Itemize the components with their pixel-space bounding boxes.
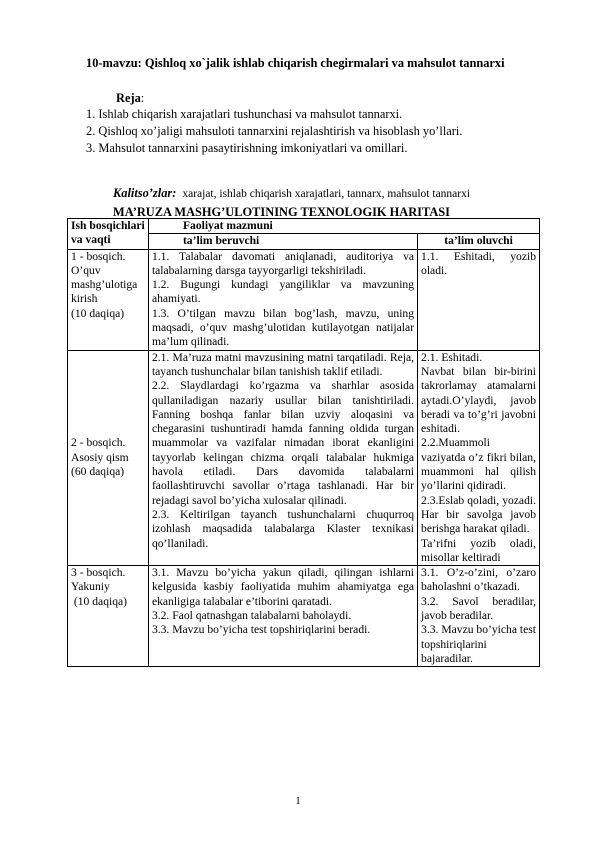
stage-line: (10 daqiqa) [71,306,125,320]
student-item: 2.3.Eslab qoladi, yozadi. Har bir savolga javob berishga harakat qiladi. [421,493,536,536]
plan-label-text: Reja [116,91,141,105]
teacher-item: 3.1. Mavzu bo’yicha yakun qiladi, qilingan ishlarni kelgusida kasbiy faoliyatida muhim ahamiyatga ega ekanligiga talabalar e’tiborini qaratadi. [151,566,415,608]
keywords-text: xarajat, ishlab chiqarish xarajatlari, tannarx, mahsulot tannarxi [182,188,471,200]
table-row [68,350,540,565]
student-item: Navbat bilan bir-birini takrorlamay atamalarni aytadi.O’ylaydi, javob beradi va to’g’ri javobni eshitadi. [421,364,536,436]
topic-title: 10-mavzu: Qishloq xo`jalik ishlab chiqarish chegirmalari va mahsulot tannarxi [86,56,505,70]
student-item: 3.2. Savol beradilar, javob beradilar. [421,594,536,623]
stage-line: Asosiy qism [71,450,129,464]
stage-line: 2 - bosqich. [71,436,126,450]
header-teacher: ta’lim beruvchi [148,234,417,249]
technology-map-table [67,218,540,667]
stage-cell [68,350,149,565]
teacher-cell [148,566,417,667]
table-row [68,249,540,350]
plan-item: 2. Qishloq xo’jaligi mahsuloti tannarxini rejalashtirish va hisoblash yo’llari. [86,124,463,138]
student-item: 3.3. Mavzu bo’yicha test topshiriqlarini bajaradilar. [421,623,536,665]
plan-label: Reja: [116,91,145,105]
student-item: 2.1. Eshitadi. [421,350,483,364]
header-stage: Ish bosqichlari va vaqti [68,219,149,250]
teacher-item: 2.2. Slaydlardagi ko’rgazma va sharhlar asosida qullaniladigan nazariy usullar bilan tanishtiriladi. Fanning boshqa fanlar bilan uzviy aloqasini va chegarasini tushuntiradi hamda fanning oldida turgan muammolar va vazifalar nimadan iborat ekanligini tayyorlab kelingan chizma orqali talabalar hukmiga havola etiladi. Dars davomida talabalarni faollashtiruvchi savollar o’rtaga tashlanadi. Har bir rejadagi savol bo’yicha xulosalar qilinadi. [151,379,415,507]
header-content: Faoliyat mazmuni [148,219,539,234]
teacher-cell [148,350,417,565]
header-student: ta’lim oluvchi [418,234,540,249]
table-header-row [68,219,540,234]
teacher-item: 1.3. O’tilgan mavzu bilan bog’lash, mavzu, uning maqsadi, o’quv mashg’ulotidan kutilayotgan natijalar ma’lum qilinadi. [151,306,415,349]
map-title: MA’RUZA MASHG’ULOTINING TEXNOLOGIK HARITASI [113,205,450,219]
teacher-item: 3.3. Mavzu bo’yicha test topshiriqlarini beradi. [151,623,371,637]
stage-line: Yakuniy [71,580,110,594]
stage-cell [68,566,149,667]
stage-line: O’quv mashg’ulotiga kirish [71,263,138,306]
keywords-label: Kalitso’zlar: [113,186,177,200]
stage-line: 3 - bosqich. [71,566,126,580]
student-item: 3.1. O’z-o’zini, o’zaro baholashni o’tkazadi. [421,566,536,594]
page-number: 1 [295,795,301,807]
plan-list [86,106,462,157]
stage-cell [68,249,149,350]
student-cell [418,350,540,565]
student-item: Ta’rifni yozib oladi, misollar keltiradi [421,536,536,564]
student-cell [418,249,540,350]
teacher-item: 2.1. Ma’ruza matni mavzusining matni tarqatiladi. Reja, tayanch tushunchalar bilan tanishish taklif etiladi. [151,350,415,378]
teacher-item: 1.1. Talabalar davomati aniqlanadi, auditoriya va talabalarning darsga tayyorgarligi tekshiriladi. [151,249,415,277]
teacher-item: 1.2. Bugungi kundagi yangiliklar va mavzuning ahamiyati. [151,278,415,306]
plan-item: 1. Ishlab chiqarish xarajatlari tushunchasi va mahsulot tannarxi. [86,107,403,121]
student-cell [418,566,540,667]
teacher-item: 3.2. Faol qatnashgan talabalarni baholaydi. [151,609,352,623]
table-row [68,566,540,667]
stage-line: 1 - bosqich. [71,249,126,263]
teacher-item: 2.3. Keltirilgan tayanch tushunchalarni chuqurroq izohlash maqsadida talabalarga Klaster texnikasi qo’llaniladi. [151,507,415,550]
keywords-line [113,186,470,201]
student-item: 1.1. Eshitadi, yozib oladi. [421,249,536,277]
stage-line: (10 daqiqa) [71,594,128,608]
student-item: 2.2.Muammoli vaziyatda o’z fikri bilan, muammoni hal qilish yo’llarini qidiradi. [421,436,536,493]
stage-line: (60 daqiqa) [71,465,125,479]
plan-item: 3. Mahsulot tannarxini pasaytirishning imkoniyatlari va omillari. [86,141,408,155]
teacher-cell [148,249,417,350]
